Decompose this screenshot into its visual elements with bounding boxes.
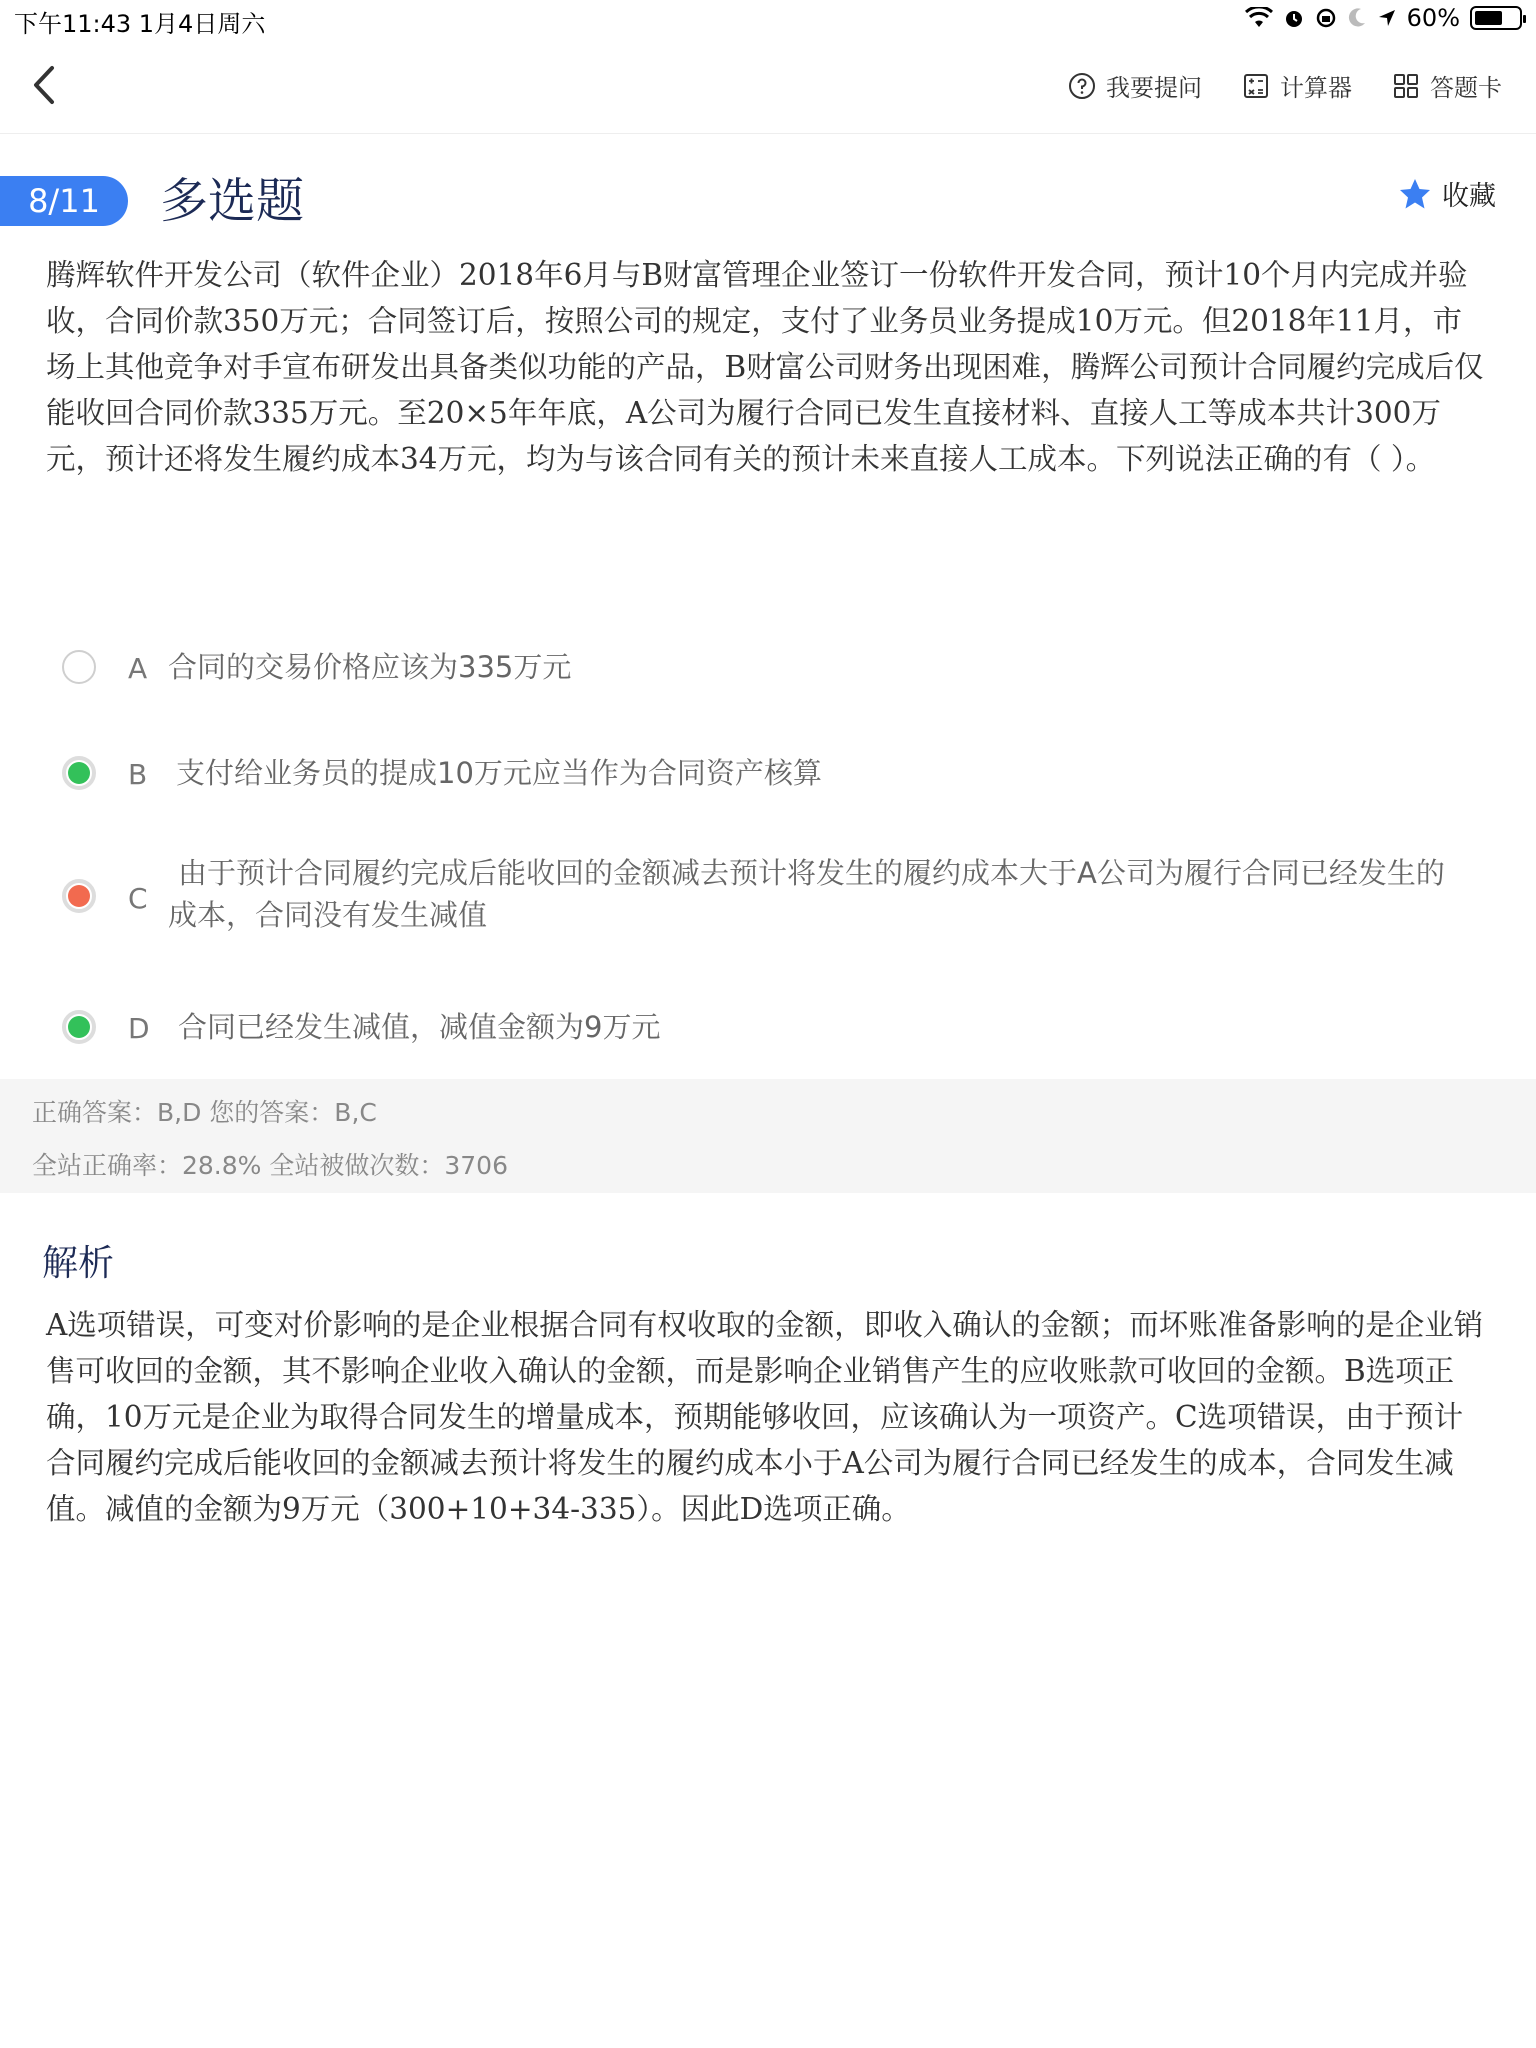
favorite-label: 收藏 [1442, 181, 1496, 212]
option-a-letter: A [128, 652, 148, 685]
star-icon [1398, 177, 1432, 211]
calculator-button[interactable] [1242, 68, 1352, 103]
question-circle-icon [1068, 72, 1096, 100]
status-bar [0, 0, 1536, 40]
option-c-text-line1: 由于预计合同履约完成后能收回的金额减去预计将发生的履约成本大于A公司为履行合同已经发生的 [178, 856, 1445, 890]
option-b-radio[interactable] [62, 756, 96, 790]
answer-card-button[interactable] [1392, 68, 1502, 103]
nav-actions [1068, 68, 1502, 103]
grid-icon [1392, 72, 1420, 100]
option-c[interactable] [0, 852, 1536, 948]
question-number-badge: 8/11 [0, 176, 128, 226]
location-icon [1377, 8, 1397, 28]
ask-question-label: 我要提问 [1106, 74, 1202, 102]
option-d-text: 合同已经发生减值，减值金额为9万元 [178, 1010, 661, 1044]
answer-summary [0, 1079, 1536, 1193]
option-a-radio[interactable] [62, 650, 96, 684]
status-icons [1245, 4, 1522, 32]
calculator-label: 计算器 [1280, 74, 1352, 102]
battery-percent: 60% [1406, 4, 1460, 32]
option-b-letter: B [128, 758, 148, 791]
rotation-lock-icon [1315, 7, 1337, 29]
ask-question-button[interactable] [1068, 68, 1202, 103]
option-c-radio[interactable] [62, 879, 96, 913]
option-c-text-line2: 成本，合同没有发生减值 [168, 898, 488, 932]
option-a[interactable] [0, 642, 1536, 694]
question-stem: 腾辉软件开发公司（软件企业）2018年6月与B财富管理企业签订一份软件开发合同，预计10个月内完成并验收，合同价款350万元；合同签订后，按照公司的规定，支付了业务员业务提成10万元。但2018年11月，市场上其他竞争对手宣布研发出具备类似功能的产品，B财富公司财务出现困难，腾辉公司预计合同履约完成后仅能收回合同价款335万元。至20×5年年底，A公司为履行合同已发生直接材料、直接人工等成本共计300万元，预计还将发生履约成本34万元，均为与该合同有关的预计未来直接人工成本。下列说法正确的有（ ）。 [46, 258, 1484, 476]
back-button[interactable] [24, 62, 64, 108]
analysis-title: 解析 [42, 1243, 115, 1284]
option-d-radio[interactable] [62, 1010, 96, 1044]
nav-bar [0, 40, 1536, 134]
correct-answer-line: 正确答案：B,D 您的答案：B,C [32, 1098, 377, 1127]
option-a-text: 合同的交易价格应该为335万元 [168, 650, 572, 684]
option-d[interactable] [0, 1002, 1536, 1054]
option-b[interactable] [0, 748, 1536, 800]
analysis-text: A选项错误，可变对价影响的是企业根据合同有权收取的金额，即收入确认的金额；而坏账准备影响的是企业销售可收回的金额，其不影响企业收入确认的金额，而是影响企业销售产生的应收账款可收回的金额。B选项正确，10万元是企业为取得合同发生的增量成本，预期能够收回，应该确认为一项资产。C选项错误，由于预计合同履约完成后能收回的金额减去预计将发生的履约成本小于A公司为履行合同已经发生的成本，合同发生减值。减值的金额为9万元（300+10+34-335）。因此D选项正确。 [46, 1308, 1484, 1526]
answer-card-label: 答题卡 [1430, 74, 1502, 102]
option-d-letter: D [128, 1012, 150, 1045]
moon-icon [1347, 7, 1367, 29]
status-time-date: 下午11:43 1月4日周六 [14, 10, 266, 38]
accuracy-line: 全站正确率：28.8% 全站被做次数：3706 [32, 1151, 508, 1180]
question-type-title: 多选题 [160, 173, 305, 229]
calculator-icon [1242, 72, 1270, 100]
wifi-icon [1245, 7, 1273, 29]
option-c-letter: C [128, 882, 148, 915]
option-b-text: 支付给业务员的提成10万元应当作为合同资产核算 [176, 756, 822, 790]
chevron-left-icon [24, 62, 64, 108]
battery-icon [1470, 6, 1522, 30]
alarm-icon [1283, 7, 1305, 29]
favorite-button[interactable] [1398, 174, 1496, 213]
